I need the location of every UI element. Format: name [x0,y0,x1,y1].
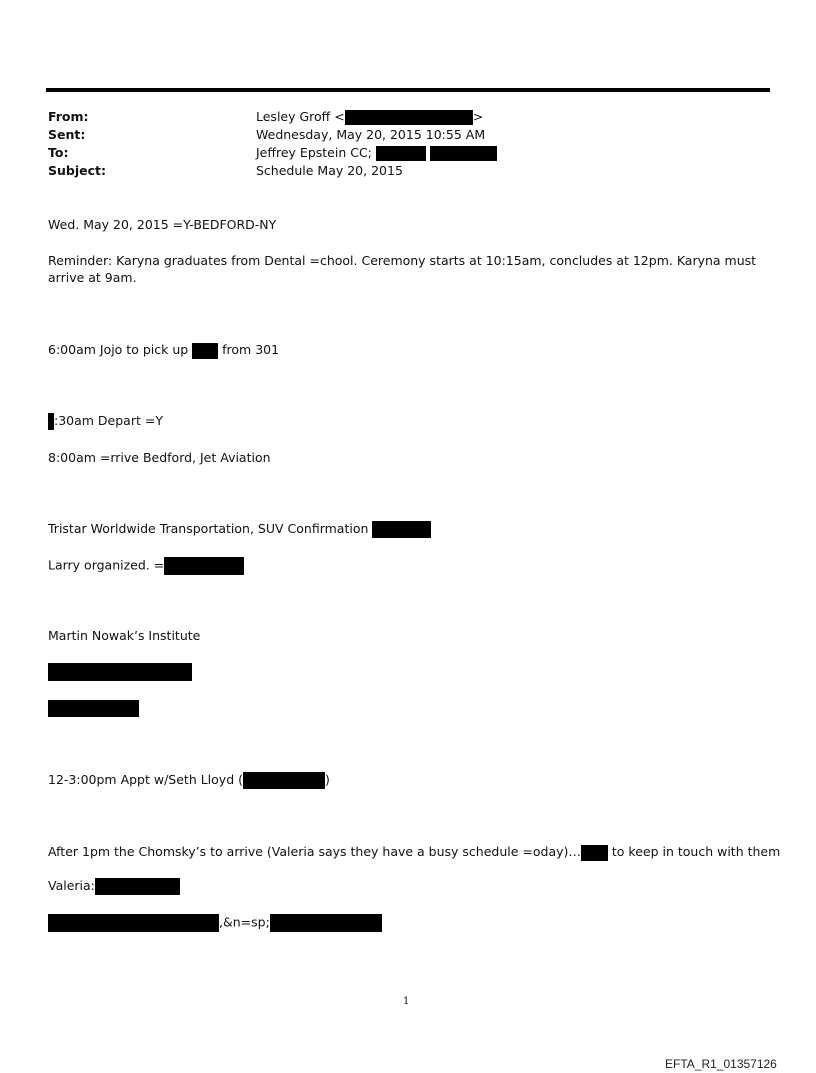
seth-line [48,772,330,789]
depart-text: :30am Depart =Y [54,413,163,428]
arrive-line: 8:00am =rrive Bedford, Jet Aviation [48,450,271,465]
redaction-block [372,521,431,538]
redaction-block [164,557,244,575]
from-close: > [472,109,484,124]
to-label: To: [48,145,69,160]
valeria-line [48,878,180,895]
larry-line [48,557,244,575]
tristar-line [48,521,431,538]
chomsky-line [48,844,780,861]
redaction-block [48,663,192,681]
valeria-label: Valeria: [48,878,95,893]
seth-text-end: ) [325,772,330,787]
chomsky-text: After 1pm the Chomsky’s to arrive (Valeria says they have a busy schedule =oday)… [48,844,581,859]
from-value [256,109,483,125]
header-rule [46,88,770,92]
redaction-block [430,146,497,161]
redaction-block [243,772,325,789]
redaction-block [376,146,426,161]
to-value [256,145,497,161]
subject-value: Schedule May 20, 2015 [256,163,403,178]
nbsp-line [48,914,382,932]
nbsp-fragment: ,&n=sp; [219,914,270,930]
tristar-text: Tristar Worldwide Transportation, SUV Confirmation [48,521,373,536]
redaction-block [345,110,473,125]
reminder-paragraph: Reminder: Karyna graduates from Dental =chool. Ceremony starts at 10:15am, concludes at 12pm. Karyna must arrive at 9am. [48,253,757,285]
to-recipient: Jeffrey Epstein CC; [256,145,372,160]
larry-text: Larry organized. = [48,557,165,573]
page-number: 1 [403,996,410,1007]
seth-text: 12-3:00pm Appt w/Seth Lloyd ( [48,772,243,787]
sent-value: Wednesday, May 20, 2015 10:55 AM [256,127,486,142]
chomsky-text-end: to keep in touch with them [607,844,781,859]
martin-line: Martin Nowak’s Institute [48,628,201,643]
subject-label: Subject: [48,163,106,178]
date-location-line: Wed. May 20, 2015 =Y-BEDFORD-NY [48,217,277,232]
depart-line [48,413,163,430]
from-label: From: [48,109,89,124]
redaction-block [270,914,382,932]
bates-number: EFTA_R1_01357126 [665,1057,777,1071]
redaction-block [95,878,180,895]
jojo-text: 6:00am Jojo to pick up [48,342,193,357]
redaction-block [581,845,608,861]
jojo-text-end: from 301 [218,342,280,357]
jojo-line [48,342,279,359]
redaction-block [48,914,219,932]
redaction-block [192,343,218,359]
sent-label: Sent: [48,127,86,142]
redaction-block [48,700,139,717]
from-name: Lesley Groff < [256,109,345,124]
